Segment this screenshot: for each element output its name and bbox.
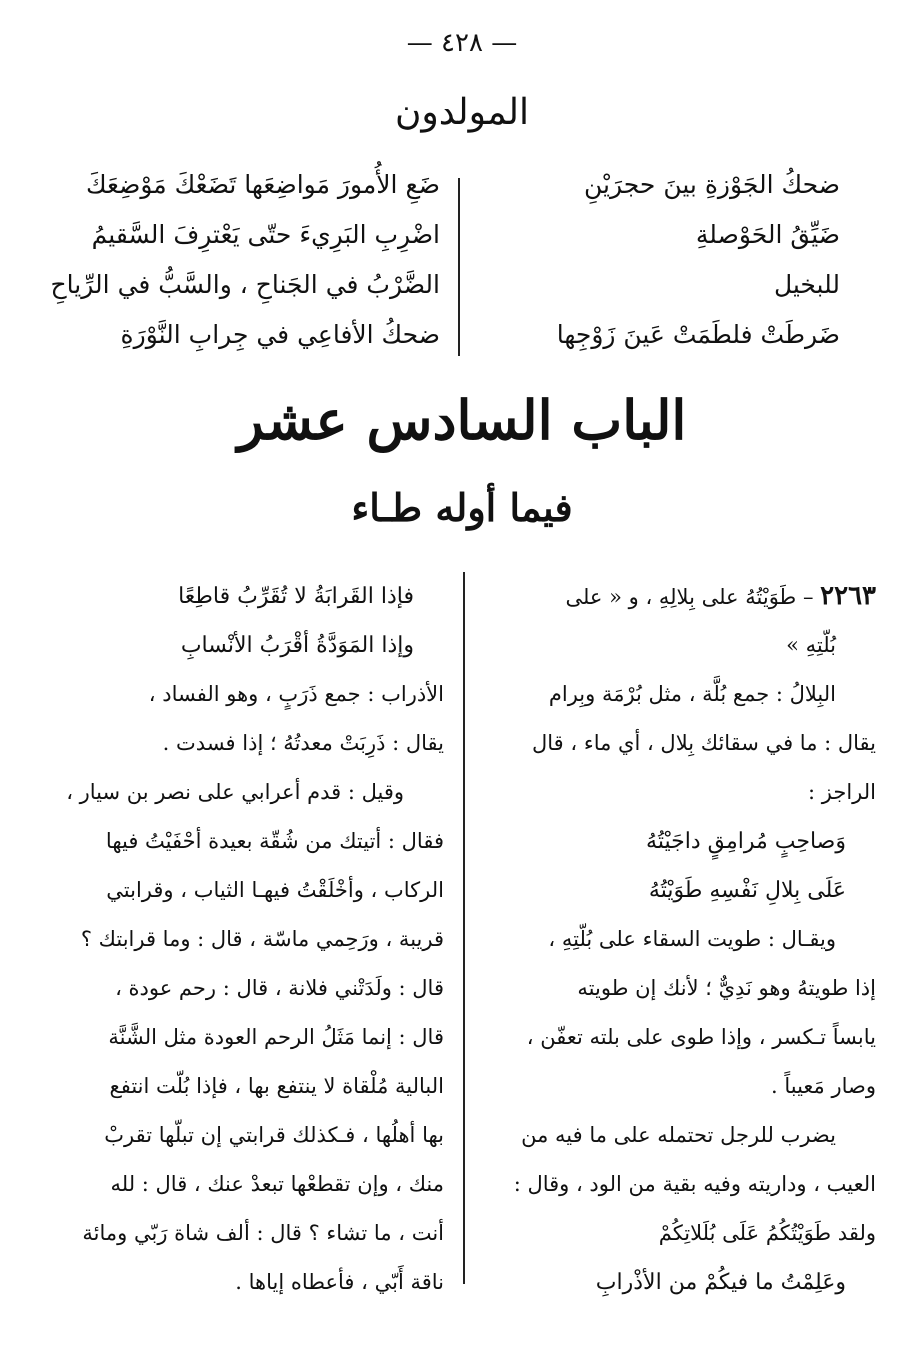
text-line: يضرب للرجل تحتمله على ما فيه من [521,1123,836,1147]
section-heading: المولدون [394,92,530,133]
entry-number: ٢٢٦٣ [820,581,876,611]
chapter-subtitle: فيما أوله طـاء [351,485,573,530]
text-line: يابساً تـكسر ، وإذا طوى على بلته تعفّن ، [526,1025,876,1049]
text-line: وقيل : قدم أعرابي على نصر بن سيار ، [66,780,404,804]
text-line: يقال : ذَرِبَتْ معدتُهُ ؛ إذا فسدت . [162,731,444,755]
verse-line: وعَلِمْتُ ما فيكُمْ من الأذْرابِ [595,1270,846,1295]
proverb-line: ضحكُ الجَوْزةِ بينَ حجرَيْنِ [584,170,840,199]
text-line: البِلالُ : جمع بُلَّة ، مثل بُرْمَة وبِرام [548,682,836,706]
text-column-left [62,572,444,1307]
text-line: بُلّتِهِ » [786,633,836,657]
text-line [492,572,876,621]
text-line: منك ، وإن تقطعْها تبعدْ عنك ، قال : لله [110,1172,444,1196]
text-line: بها أهلُها ، فـكذلك قرابتي إن تبلّها تقربْ [104,1123,444,1147]
text-line: يقال : ما في سقائك بِلال ، أي ماء ، قال [532,731,876,755]
proverb-line: ضحكُ الأفاعِي في جِرابِ النَّوْرَةِ [120,320,440,349]
text-line: أنت ، ما تشاء ؟ قال : ألف شاة رَبّي ومائة [82,1221,444,1245]
text-line: إذا طويتهُ وهو نَدِيٌّ ؛ لأنك إن طويته [577,976,876,1000]
proverb-verse-block [50,160,840,360]
proverb-line: اضْرِبِ البَرِيءَ حتّى يَعْترِفَ السَّقيمُ [91,220,440,249]
text-line: وصار مَعيباً . [771,1074,876,1098]
text-line: فقال : أتيتك من شُقّة بعيدة أحْفَيْتُ فيها [105,829,444,853]
text-line: العيب ، وداريته وفيه بقية من الود ، وقال : [513,1172,876,1196]
column-divider [463,572,465,1284]
text-line: ناقة أَبّي ، فأعطاه إياها . [235,1270,444,1294]
verse-line: ولقد طَوَيْتُكُمُ عَلَى بُلَلاتِكُمْ [658,1221,876,1245]
text-line: البالية مُلْقاة لا ينتفع بها ، فإذا بُلّت انتفع [109,1074,444,1098]
page-number: — ٤٢٨ — [406,28,518,58]
text-line: الركاب ، وأخْلَقْتُ فيهـا الثياب ، وقرابتي [106,878,444,902]
text-line: قال : ولَدَتْني فلانة ، قال : رحم عودة ، [115,976,444,1000]
text-line: الأذراب : جمع ذَرَبٍ ، وهو الفساد ، [148,682,444,706]
verse-line: فإذا القَرابَةُ لا تُقَرِّبُ قاطِعًا [178,584,414,609]
text-column-right [492,572,876,1307]
chapter-title: الباب السادس عشر [237,388,687,452]
verse-line: وَصاحِبٍ مُرامِقٍ داجَيْتُهُ [646,829,846,854]
text-line: الراجز : [808,780,876,804]
verse-line: وإذا المَوَدَّةُ أقْرَبُ الأنْسابِ [180,633,414,658]
proverb-line: الضَّرْبُ في الجَناحِ ، والسَّبُّ في الرِّياحِ [50,270,440,299]
proverb-column-left [50,160,440,360]
entry-title: – طَوَيْتُهُ على بِلالِهِ ، و « على [565,585,814,609]
poem-divider [458,178,460,356]
proverb-column-right [480,160,840,360]
proverb-line: للبخيل [773,270,840,299]
verse-line: عَلَى بِلالِ نَفْسِهِ طَوَيْتُهُ [648,878,846,903]
proverb-line: ضَرطَتْ فلطَمَتْ عَينَ زَوْجِها [556,320,840,349]
text-line: قال : إنما مَثَلُ الرحم العودة مثل الشَّنَّة [108,1025,444,1049]
text-line: ويقـال : طويت السقاء على بُلّتِهِ ، [548,927,836,951]
proverb-line: ضَيِّقُ الحَوْصلةِ [695,220,840,249]
text-line: قريبة ، ورَحِمي ماسّة ، قال : وما قرابتك ؟ [80,927,444,951]
proverb-line: ضَعِ الأُمورَ مَواضِعَها تَضَعْكَ مَوْضِعَكَ [85,170,440,199]
